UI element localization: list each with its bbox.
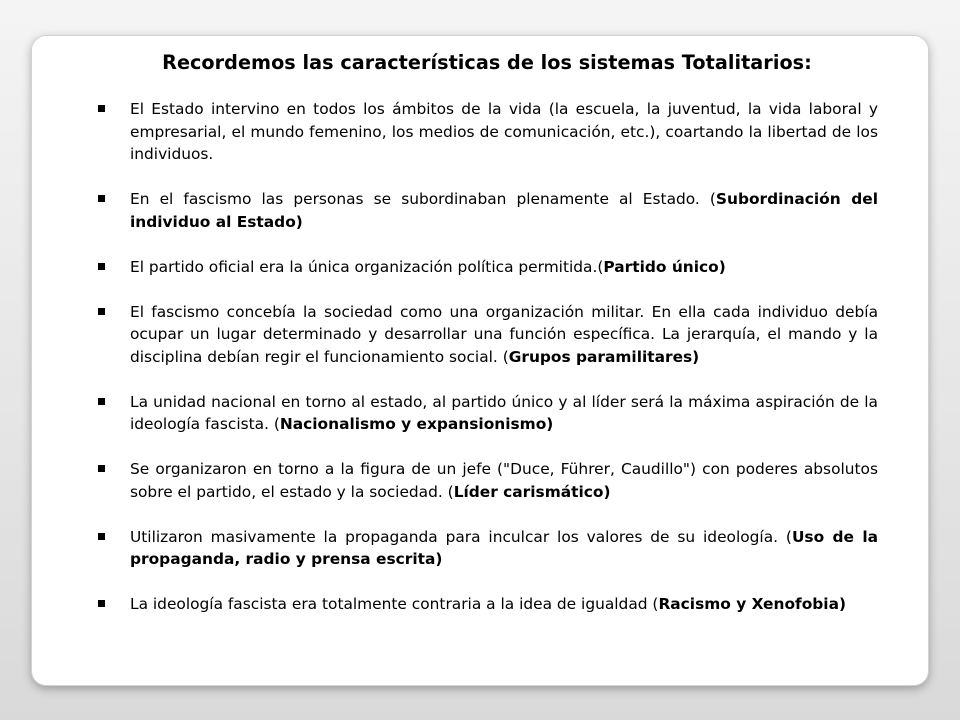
bullet-term: Líder carismático) — [453, 482, 611, 501]
slide-title: Recordemos las características de los sistemas Totalitarios: — [162, 51, 812, 74]
bullet-paren-open: ( — [597, 257, 604, 276]
bullet-item-2 — [96, 188, 878, 233]
bullet-item-1 — [96, 98, 878, 166]
bullet-term: Subordinación del individuo al Estado) — [130, 190, 878, 231]
square-bullet-icon — [98, 263, 105, 270]
bullet-text: El Estado intervino en todos los ámbitos de la vida (la escuela, la juventud, la vida laboral y empresarial, el mundo femenino, los medios de comunicación, etc.), coartando la libertad de los individuos. — [130, 100, 878, 163]
bullet-item-5 — [96, 391, 878, 436]
bullet-text: La ideología fascista era totalmente contraria a la idea de igualdad — [130, 595, 653, 613]
bullet-term: Racismo y Xenofobia) — [658, 595, 846, 613]
square-bullet-icon — [98, 600, 105, 607]
bullet-item-8 — [96, 593, 878, 616]
bullet-text: El partido oficial era la única organización política permitida. — [130, 257, 598, 276]
square-bullet-icon — [98, 105, 105, 112]
bullet-item-4 — [96, 301, 878, 369]
bullet-term: Uso de la propaganda, radio y prensa escrita) — [130, 527, 878, 568]
bullet-list — [96, 98, 878, 616]
bullet-item-6 — [96, 458, 878, 503]
bullet-paren-open: ( — [502, 347, 509, 366]
bullet-item-7 — [96, 526, 878, 571]
bullet-paren-open: ( — [709, 190, 716, 208]
square-bullet-icon — [98, 465, 105, 472]
bullet-paren-open: ( — [447, 482, 454, 501]
bullet-paren-open: ( — [273, 415, 280, 433]
bullet-text: Se organizaron en torno a la figura de un jefe ("Duce, Führer, Caudillo") con poderes absolutos sobre el partido, el estado y la sociedad. — [130, 460, 878, 501]
square-bullet-icon — [98, 398, 105, 405]
bullet-paren-open: ( — [785, 527, 792, 546]
bullet-text: En el fascismo las personas se subordinaban plenamente al Estado. — [130, 190, 710, 208]
bullet-term: Grupos paramilitares) — [508, 347, 700, 366]
slide-card — [32, 36, 928, 685]
bullet-paren-open: ( — [652, 595, 659, 613]
bullet-text: El fascismo concebía la sociedad como una organización militar. En ella cada individuo debía ocupar un lugar determinado y desarrollar una función específica. La jerarquía, el mando y la disciplina debían regir el funcionamiento social. — [130, 302, 878, 366]
square-bullet-icon — [98, 195, 105, 202]
bullet-text: Utilizaron masivamente la propaganda para inculcar los valores de su ideología. — [130, 527, 786, 546]
bullet-text: La unidad nacional en torno al estado, al partido único y al líder será la máxima aspiración de la ideología fascista. — [130, 392, 878, 433]
bullet-item-3 — [96, 256, 878, 279]
square-bullet-icon — [98, 533, 105, 540]
square-bullet-icon — [98, 308, 105, 315]
bullet-term: Partido único) — [603, 257, 726, 276]
bullet-term: Nacionalismo y expansionismo) — [279, 415, 554, 433]
